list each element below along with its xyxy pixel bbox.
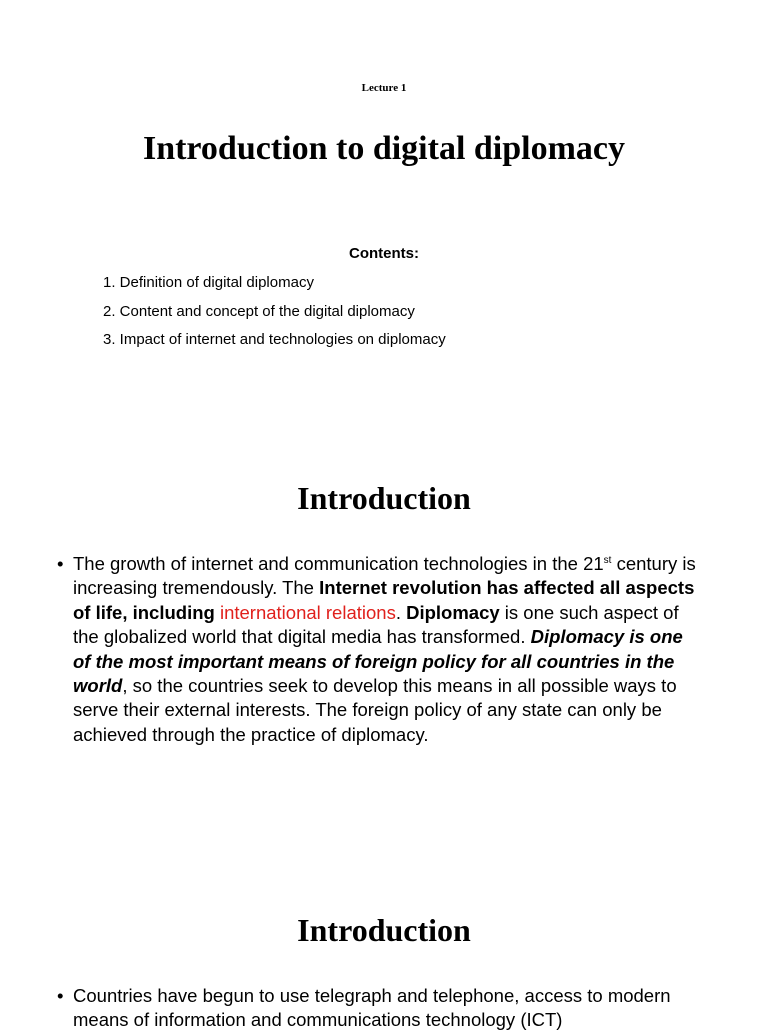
slide-title: Introduction [297,480,471,516]
main-title: Introduction to digital diplomacy [142,130,626,167]
bullet-symbol: • [57,553,64,574]
bullet-item [57,552,697,747]
superscript: st [603,554,612,566]
text-segment: . [395,601,407,623]
bold-italic-text: Diplomacy is one of the most important means of foreign policy for all countries in the world [73,626,683,697]
bullet-symbol: • [57,985,64,1006]
contents-list [103,272,446,358]
bullet-text [73,552,697,747]
slide-introduction-2 [0,880,768,1031]
text-segment: The growth of internet and communication technologies in the 21 [73,553,604,574]
slide-title: Introduction [297,912,471,948]
lecture-label: Lecture 1 [361,82,407,94]
contents-heading: Contents: [349,245,419,262]
slide-title-page [0,0,768,400]
bold-text: Internet revolution has affected all aspects of life, including [73,577,695,623]
bold-text: Diplomacy [406,601,500,623]
text-segment: , so the countries seek to develop this means in all possible ways to serve their external interests. The foreign policy of any state can only be achieved through the practice of diplomacy. [73,675,677,745]
slide-introduction-1 [0,460,768,830]
contents-item: 3. Impact of internet and technologies on diplomacy [103,331,446,348]
bullet-item [57,984,697,1033]
highlight-text: international relations [219,601,396,623]
contents-item: 2. Content and concept of the digital diplomacy [103,302,415,320]
text-segment: century is increasing tremendously. The [73,553,696,599]
bullet-text: Countries have begun to use telegraph and telephone, access to modern means of information and communications technology (ICT) [73,985,671,1031]
contents-item: 1. Definition of digital diplomacy [103,274,314,291]
text-segment: is one such aspect of the globalized world that digital media has transformed. [73,601,679,648]
